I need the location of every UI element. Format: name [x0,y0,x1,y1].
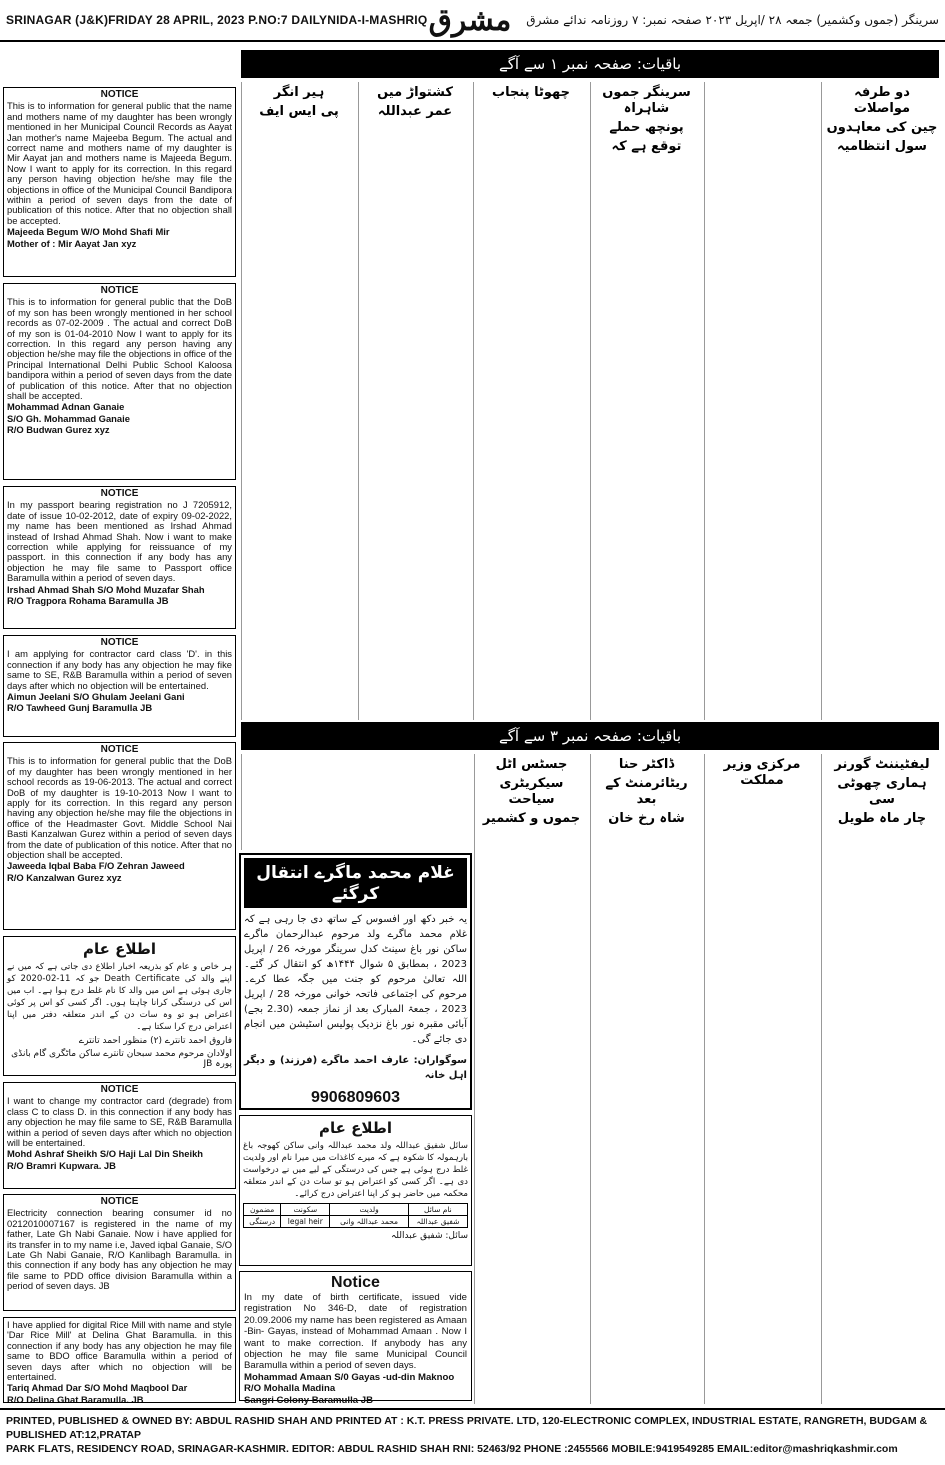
article-heading: کشتواڑ میں [377,85,453,100]
notice-signature: R/O Tawheed Gunj Baramulla JB [7,702,153,714]
article-heading: جموں و کشمیر [482,811,581,826]
public-notice-urdu-left [3,936,236,1076]
urdu-column [704,754,819,1404]
obituary-body: یہ خبر دکھ اور افسوس کے ساتھ دی جا رہی ہے کہ غلام محمد ماگرے ولد مرحوم عبدالرحمان ماگرے ساکن نور باغ سینٹ کدل سرینگر مورخہ 26 / اپریل 2023 ، بمطابق ۵ شوال ۱۴۴۴ھ کو انتقال کر گئے۔ اللہ تعالیٰ مرحوم کو جنت میں جگہ عطا کرے۔ مرحوم کی اجتماعی فاتحہ خوانی مورخہ 28 / اپریل 2023 ، جمعۃ المبارک بعد از نماز جمعہ (2.30 بجے) آبائی مقبرہ نور باغ نزدیک پولیس اسٹیشن میں انجام دی جائے گی۔ [244,914,468,1045]
urdu-column [821,82,942,720]
notice-signature: R/O Delina Ghat Baramulla. JB [7,1393,144,1403]
ishtehar-table [243,1203,468,1228]
urdu-column [474,754,588,1404]
notice-signature: Mohammad Adnan Ganaie [7,401,125,413]
article-heading: سرینگر جموں شاہراہ [602,85,691,116]
ishtehar-title: اطلاع عام [82,940,156,958]
obituary-box [239,853,472,1110]
notice-signature: Aimun Jeelani S/O Ghulam Jeelani Gani [7,691,185,703]
notice-title: NOTICE [100,488,139,499]
notice-1 [3,87,236,277]
notice-6 [3,1082,236,1189]
notice-body: This is to information for general public that the DoB of my son has been wrongly mentioned in her school records as 07-02-2009 . The actual and correct DoB of my son is 01-04-2010 Now I want to apply for its correction. In this regard any person having any objection he/she may file the objections in office of the Principal International Delhi Public School Kaloosa bandipora within a period of seven days from the date of publication of this notice. After that no objection shall be accepted. [7,296,232,402]
article-heading: ڈاکٹر حنا [618,757,675,772]
public-notice-urdu-mid [239,1115,472,1266]
notice-title: NOTICE [100,1084,139,1095]
table-cell: سکونت [281,1204,330,1216]
notice-title: NOTICE [100,744,139,755]
notice-title: NOTICE [100,637,139,648]
notice-signature: R/O Bramri Kupwara. JB [7,1159,116,1171]
article-heading: سول انتظامیہ [837,139,927,154]
notice-body: Electricity connection bearing consumer id no 0212010007167 is registered in the name of my father, Late Gh Nabi Ganaie. Now i have applied for its transfer in to my name i.e, Javed iqbal Ganaie, S/O Late Gh Nabi Ganaie, R/O Kanlibagh Baramulla. in this connection if any body has any objection he may file same to PDD office division Baramulla within a period of seven days. JB [7,1207,232,1292]
notice-body: I want to change my contractor card (degrade) from class C to class D. in this connection if any body has any objection he may file same to SE, R&B Baramulla within a period of seven days after which no objection will be entertained. [7,1095,232,1149]
continued-band-mid: باقیات: صفحہ نمبر ۳ سے آگے [241,722,939,750]
notice-signature: R/O Kanzalwan Gurez xyz [7,871,122,883]
notice-body: I have applied for digital Rice Mill with name and style 'Dar Rice Mill' at Delina Ghat Baramulla. in this connection if any body has any objection he may file same to BDO office Baramulla within a period of seven days after which no objection will be entertained. [7,1319,232,1383]
table-cell: نام سائل [408,1204,467,1216]
imprint-line-2: PARK FLATS, RESIDENCY ROAD, SRINAGAR-KASHMIR. EDITOR: ABDUL RASHID SHAH RNI: 52463/92 PHONE :2455566 MOBILE:9419549285 EMAIL:editor@mashriqkashmir.com [6,1443,898,1455]
notice-body: This is to information for general public that the DoB of my daughter has been wrongly mentioned in her school records as 19-06-2013. The actual and correct DoB of my daughter is 19-10-2013 Now I want to apply for its correction. In this regard any person having any objection he/she may file the objections in office of the Headmaster Govt. Middle School Nai Basti Kanzalwan Gurez within a period of seven days from the date of publication of this notice. After that no objection shall be accepted. [7,755,232,861]
dateline-urdu: سرینگر (جموں وکشمیر) جمعہ ۲۸ /اپریل ۲۰۲۳ صفحہ نمبر: ۷ روزنامہ ندائے مشرق [526,13,939,27]
article-heading: پی ایس ایف [259,104,339,119]
continued-band-top: باقیات: صفحہ نمبر ۱ سے آگے [241,50,939,78]
article-heading: سیکریٹری سیاحت [499,776,564,807]
article-heading: ہماری چھوٹی سی [837,776,927,807]
notice-body: In my passport bearing registration no J 7205912, date of issue 10-02-2012, date of expiry 09-02-2022, my name has been mentioned as Irshad Ahmad instead of Irshad Ahmad Shah. Now i want to make correction while applying for reissuance of my passport. in this connection if any body has any objection he may file same to Passport office Baramulla within a period of seven days. [7,499,232,584]
imprint-line-1: PRINTED, PUBLISHED & OWNED BY: ABDUL RASHID SHAH AND PRINTED AT : K.T. PRESS PRIVATE. LTD, 120-ELECTRONIC COMPLEX, INDUSTRIAL ESTATE, RANGRETH, BUDGAM & PUBLISHED AT:12,PRATAP [6,1415,928,1441]
ishtehar-body: سائل شفیق عبداللہ ولد محمد عبداللہ وانی ساکن کھوجہ باغ بارہمولہ کا شکوہ ہے کہ میرے کاغذات میں میرا نام اور ولدیت غلط درج ہوئی ہے جس کی درستگی کے لیے میں نے درخواست دی ہے۔ اگر کسی کو اعتراض ہو تو سات دن کے اندر متعلقہ محکمہ میں حاضر ہو کر اپنا اعتراض درج کرائے۔ [243,1141,468,1199]
obituary-mourners: سوگواران: عارف احمد ماگرے (فرزند) و دیگر اہل خانہ [244,1055,467,1081]
urdu-column [241,82,356,720]
notice-signature: R/O Mohalla Madina [244,1383,336,1395]
notice-body: In my date of birth certificate, issued vide registration No 346-D, date of registration 20.09.2006 my name has been registered as Amaan -Bin- Gayas, instead of Mohammad Amaan . Now I want to make correction. If anybody has any objection he may file same Municipal Council Baramulla within a period of seven days. [244,1292,467,1372]
ishtehar-signature: فاروق احمد تانترے (۲) منظور احمد تانترے [78,1036,232,1046]
table-cell: محمد عبداللہ وانی [330,1216,408,1228]
urdu-column [590,754,702,1404]
notice-3 [3,486,236,629]
article-heading: شاہ رخ خان [608,811,685,826]
notice-title: NOTICE [100,285,139,296]
table-cell: legal heir [281,1216,330,1228]
notice-signature: Tariq Ahmad Dar S/O Mohd Maqbool Dar [7,1382,188,1394]
notice-title: Notice [331,1274,380,1291]
urdu-column [821,754,942,1404]
notice-signature: Mother of : Mir Aayat Jan xyz [7,237,137,249]
urdu-column [358,82,471,720]
urdu-column [241,754,471,850]
article-heading: لیفٹیننٹ گورنر [834,757,930,772]
newspaper-logo: مشرق [428,3,512,38]
notice-7 [3,1194,236,1311]
notice-signature: Mohammad Amaan S/0 Gayas -ud-din Maknoo [244,1371,455,1383]
article-heading: ریٹائرمنٹ کے بعد [605,776,688,807]
article-heading: پونچھ حملے [609,120,684,135]
ishtehar-body: ہر خاص و عام کو بذریعہ اخبار اطلاع دی جاتی ہے کہ میں نے اپنے والد کی Death Certificate جو کہ 11-02-2020 کو جاری ہوئی ہے اس میں والد کا نام غلط درج ہوا ہے۔ اب میں اس کی درستگی کرانا چاہتا ہوں۔ اگر کسی کو اس پر کوئی اعتراض ہو تو وہ سات دن کے اندر متعلقہ دفتر میں اپنا اعتراض درج کرا سکتا ہے۔ [7,962,233,1032]
table-cell: درستگی [244,1216,281,1228]
imprint-footer [0,1408,945,1465]
notice-body: I am applying for contractor card class 'D'. in this connection if any body has any objection he may fike same to SE, R&B Baramulla within a period of seven days after which no objection will be entertained. [7,648,232,691]
notice-signature: Jaweeda Iqbal Baba F/O Zehran Jaweed [7,860,185,872]
notice-signature: Sangri Colony Baramulla JB [244,1394,374,1406]
notice-body: This is to information for general public that the name and mothers name of my daughter has been wrongly mentioned in her Municipal Council Records as Aayat Jan mother's name Majeeba Begum. The actual and correct name and mothers name of my daughter is Mir Aayat jan and mothers name is Majeeda Begum. Now I want to apply for its correction. In this regard any person having objection he/she may file the objections in office of the Municipal Council Bandipora within a period of seven days from the date of publication of this notice. After that no objection shall be accepted. [7,100,232,226]
table-cell: شفیق عبداللہ [408,1216,467,1228]
notice-8 [3,1317,236,1403]
ishtehar-signature: سائل: شفیق عبداللہ [391,1231,468,1241]
notice-signature: R/O Budwan Gurez xyz [7,424,110,436]
article-heading: چھوٹا پنجاب [492,85,570,100]
article-heading: ہیر انگر [273,85,325,100]
notice-title: NOTICE [100,89,139,100]
notice-signature: Mohd Ashraf Sheikh S/O Haji Lal Din Sheikh [7,1148,204,1160]
notice-signature: Majeeda Begum W/O Mohd Shafi Mir [7,226,170,238]
dateline-english: SRINAGAR (J&K)FRIDAY 28 APRIL, 2023 P.NO:7 DAILYNIDA-I-MASHRIQ [6,13,428,27]
notice-5 [3,742,236,930]
urdu-column [704,82,819,720]
urdu-column [473,82,588,720]
obituary-title: غلام محمد ماگرے انتقال کرگئے [244,858,467,908]
article-heading: عمر عبداللہ [377,104,453,119]
article-heading: توقع ہے کہ [611,139,682,154]
obituary-phone: 9906809603 [311,1089,400,1106]
article-heading: چار ماہ طویل [837,811,927,826]
ishtehar-signature-2: اولادان مرحوم محمد سبحان تانترے ساکن ماٹگری گام بانڈی پورہ JB [11,1049,232,1069]
notice-signature: S/O Gh. Mohammad Ganaie [7,412,130,424]
article-heading: جسٹس اٹل [495,757,568,772]
notice-4 [3,635,236,737]
ishtehar-title: اطلاع عام [318,1119,392,1137]
urdu-column [590,82,702,720]
article-heading: چین کی معاہدوں [826,120,938,135]
notice-signature: R/O Tragpora Rohama Baramulla JB [7,595,169,607]
notice-title: NOTICE [100,1196,139,1207]
notice-2 [3,283,236,480]
table-cell: مضمون [244,1204,281,1216]
table-cell: ولدیت [330,1204,408,1216]
notice-signature: Irshad Ahmad Shah S/O Mohd Muzafar Shah [7,583,205,595]
article-heading: دو طرفہ مواصلات [853,85,911,116]
notice-birth-certificate [239,1271,472,1406]
article-heading: مرکزی وزیر مملکت [723,757,801,788]
